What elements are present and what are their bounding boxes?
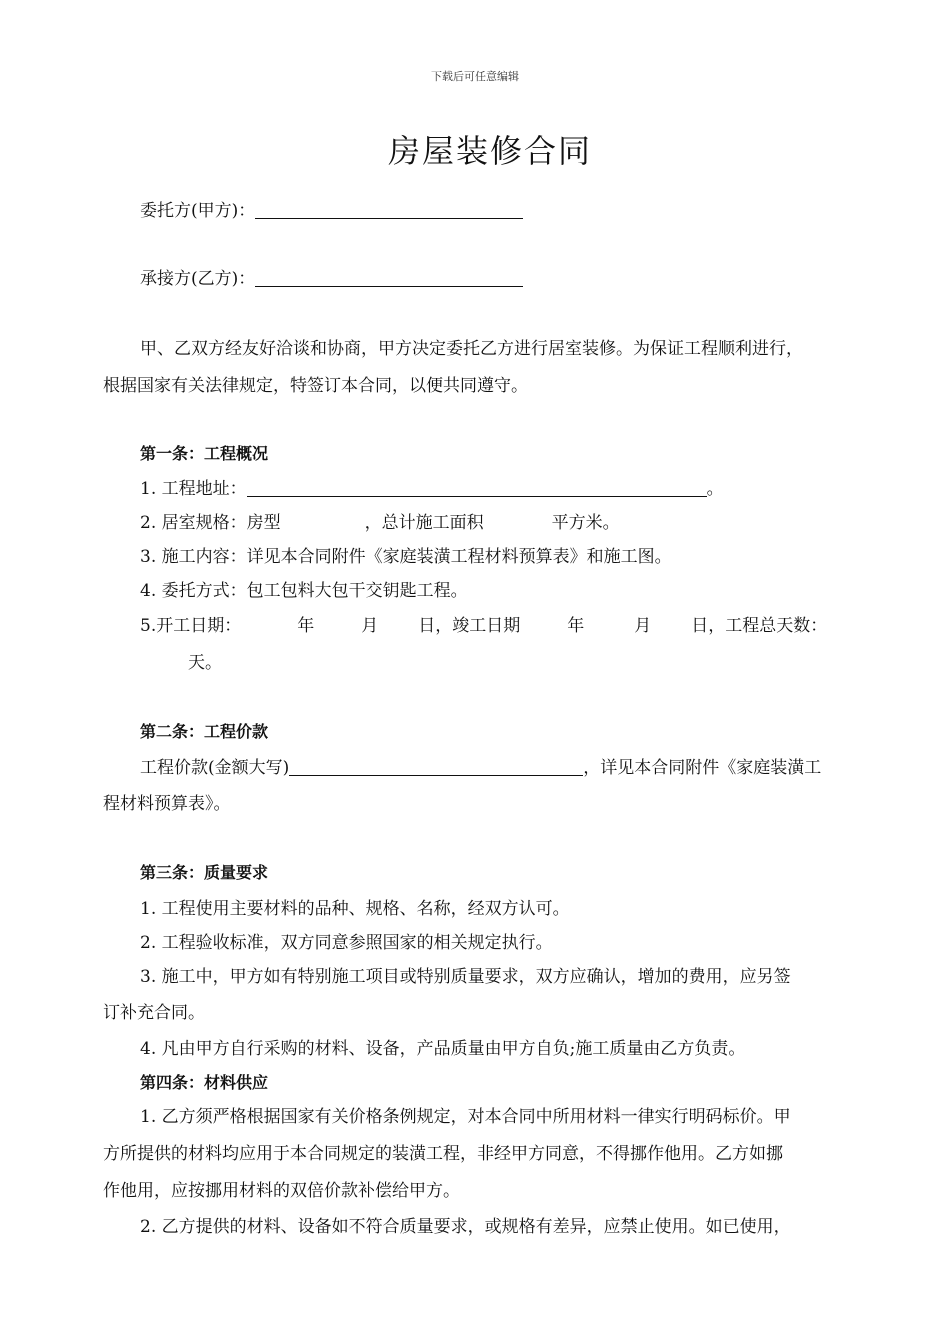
article1-item5-a: 5.开工日期：: [140, 616, 242, 636]
article3-item3-line2: 订补充合同。: [103, 1003, 205, 1023]
party-a-blank: [255, 200, 523, 219]
party-b-line: [140, 268, 523, 290]
party-b-blank: [255, 268, 523, 287]
article1-item5-days: 天。: [188, 653, 222, 673]
party-a-line: [140, 200, 523, 222]
article4-heading: 第四条：材料供应: [140, 1073, 269, 1092]
end-year: 年: [567, 616, 585, 636]
article3-item3-line1: 3. 施工中，甲方如有特别施工项目或特别质量要求，双方应确认，增加的费用，应另签: [140, 967, 791, 987]
end-day: 日，工程总天数：: [691, 616, 828, 636]
article1-item5: [140, 615, 827, 637]
article4-item1-line2: 方所提供的材料均应用于本合同规定的装潢工程，非经甲方同意，不得挪作他用。乙方如挪: [103, 1144, 783, 1164]
article1-item3: 3. 施工内容：详见本合同附件《家庭装潢工程材料预算表》和施工图。: [140, 547, 672, 567]
intro-line-2: 根据国家有关法律规定，特签订本合同，以便共同遵守。: [103, 376, 528, 396]
article3-item4: 4. 凡由甲方自行采购的材料、设备，产品质量由甲方自负;施工质量由乙方负责。: [140, 1039, 746, 1059]
article2-heading: 第二条：工程价款: [140, 722, 269, 741]
party-a-label: 委托方(甲方)：: [140, 201, 256, 221]
article1-heading: 第一条：工程概况: [140, 444, 269, 463]
start-day: 日，竣工日期: [418, 616, 521, 636]
article1-item1: [140, 478, 724, 500]
start-year: 年: [297, 616, 315, 636]
header-note: 下载后可任意编辑: [431, 70, 519, 83]
address-blank: [247, 478, 707, 497]
article3-item2: 2. 工程验收标准，双方同意参照国家的相关规定执行。: [140, 933, 553, 953]
article1-item2-b: ，总计施工面积: [364, 513, 484, 533]
start-month: 月: [361, 616, 379, 636]
article1-item1-label: 1. 工程地址：: [140, 479, 247, 499]
end-month: 月: [634, 616, 652, 636]
article2-line1-b: ，详见本合同附件《家庭装潢工: [583, 758, 822, 778]
article1-item2-a: 2. 居室规格：房型: [140, 513, 281, 533]
article1-item1-end: 。: [706, 479, 724, 499]
article2-line2: 程材料预算表》。: [103, 794, 231, 814]
party-b-label: 承接方(乙方)：: [140, 269, 256, 289]
article1-item2: [140, 512, 620, 534]
page-title: 房屋装修合同: [387, 132, 592, 170]
article3-heading: 第三条：质量要求: [140, 863, 269, 882]
article4-item1-line3: 作他用，应按挪用材料的双倍价款补偿给甲方。: [103, 1181, 460, 1201]
article1-item4: 4. 委托方式：包工包料大包干交钥匙工程。: [140, 581, 468, 601]
article3-item1: 1. 工程使用主要材料的品种、规格、名称，经双方认可。: [140, 899, 570, 919]
article4-item2-line1: 2. 乙方提供的材料、设备如不符合质量要求，或规格有差异，应禁止使用。如已使用，: [140, 1217, 791, 1237]
article2-line1-a: 工程价款(金额大写): [140, 758, 290, 778]
article4-item1-line1: 1. 乙方须严格根据国家有关价格条例规定，对本合同中所用材料一律实行明码标价。甲: [140, 1107, 791, 1127]
intro-line-1: 甲、乙双方经友好洽谈和协商，甲方决定委托乙方进行居室装修。为保证工程顺利进行，: [140, 339, 803, 359]
article1-item2-c: 平方米。: [551, 513, 620, 533]
article2-line1: [140, 757, 821, 779]
price-blank: [289, 757, 583, 776]
